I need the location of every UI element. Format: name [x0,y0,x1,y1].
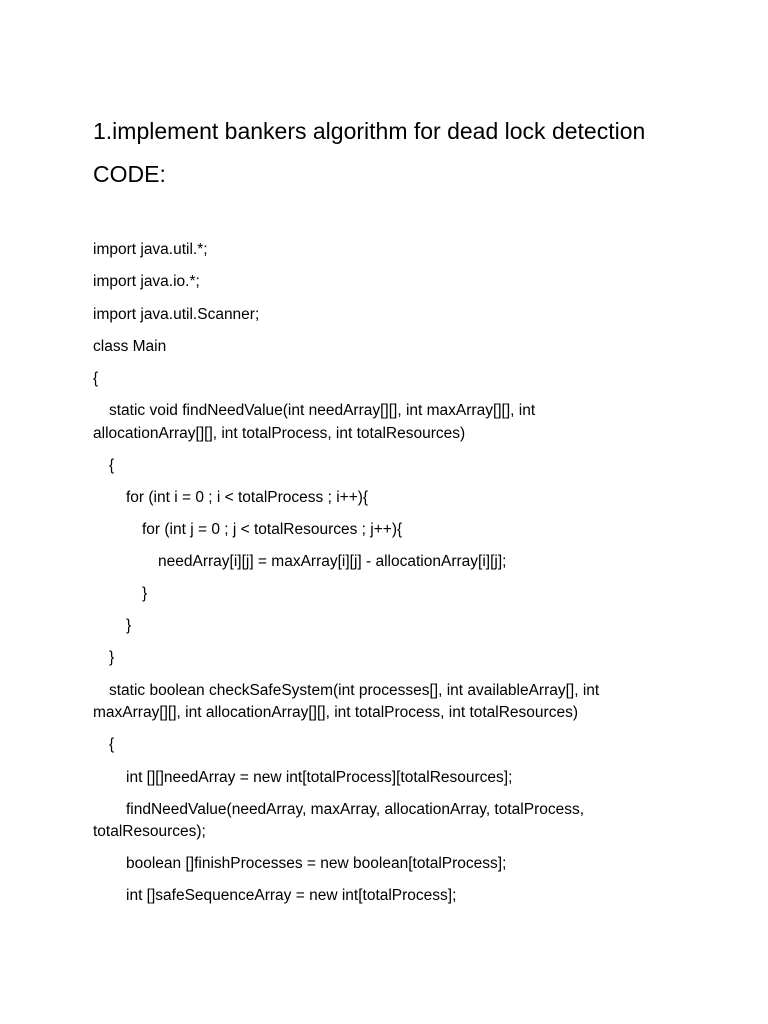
code-line: maxArray[][], int allocationArray[][], int totalProcess, int totalResources) [93,704,578,721]
code-line: for (int i = 0 ; i < totalProcess ; i++){ [126,489,369,506]
code-line: int [][]needArray = new int[totalProcess][totalResources]; [126,769,513,786]
document-title: 1.implement bankers algorithm for dead lock detection [93,118,646,144]
code-line: { [109,736,115,753]
code-line: } [109,649,115,666]
code-line: totalResources); [93,823,206,840]
code-line: for (int j = 0 ; j < totalResources ; j++){ [142,521,403,538]
code-line: import java.util.*; [93,241,208,258]
code-line: static boolean checkSafeSystem(int processes[], int availableArray[], int [109,682,600,699]
code-line: } [142,585,148,602]
code-line: { [93,370,99,387]
code-line: findNeedValue(needArray, maxArray, allocationArray, totalProcess, [126,801,585,818]
code-line: allocationArray[][], int totalProcess, int totalResources) [93,425,466,442]
code-line: } [126,617,132,634]
code-line: { [109,457,115,474]
code-line: static void findNeedValue(int needArray[][], int maxArray[][], int [109,402,536,419]
code-line: class Main [93,338,167,355]
code-line: import java.util.Scanner; [93,306,260,323]
code-line: int []safeSequenceArray = new int[totalProcess]; [126,887,457,904]
code-line: boolean []finishProcesses = new boolean[totalProcess]; [126,855,507,872]
code-label: CODE: [93,161,166,187]
code-line: needArray[i][j] = maxArray[i][j] - allocationArray[i][j]; [158,553,507,570]
code-line: import java.io.*; [93,273,200,290]
